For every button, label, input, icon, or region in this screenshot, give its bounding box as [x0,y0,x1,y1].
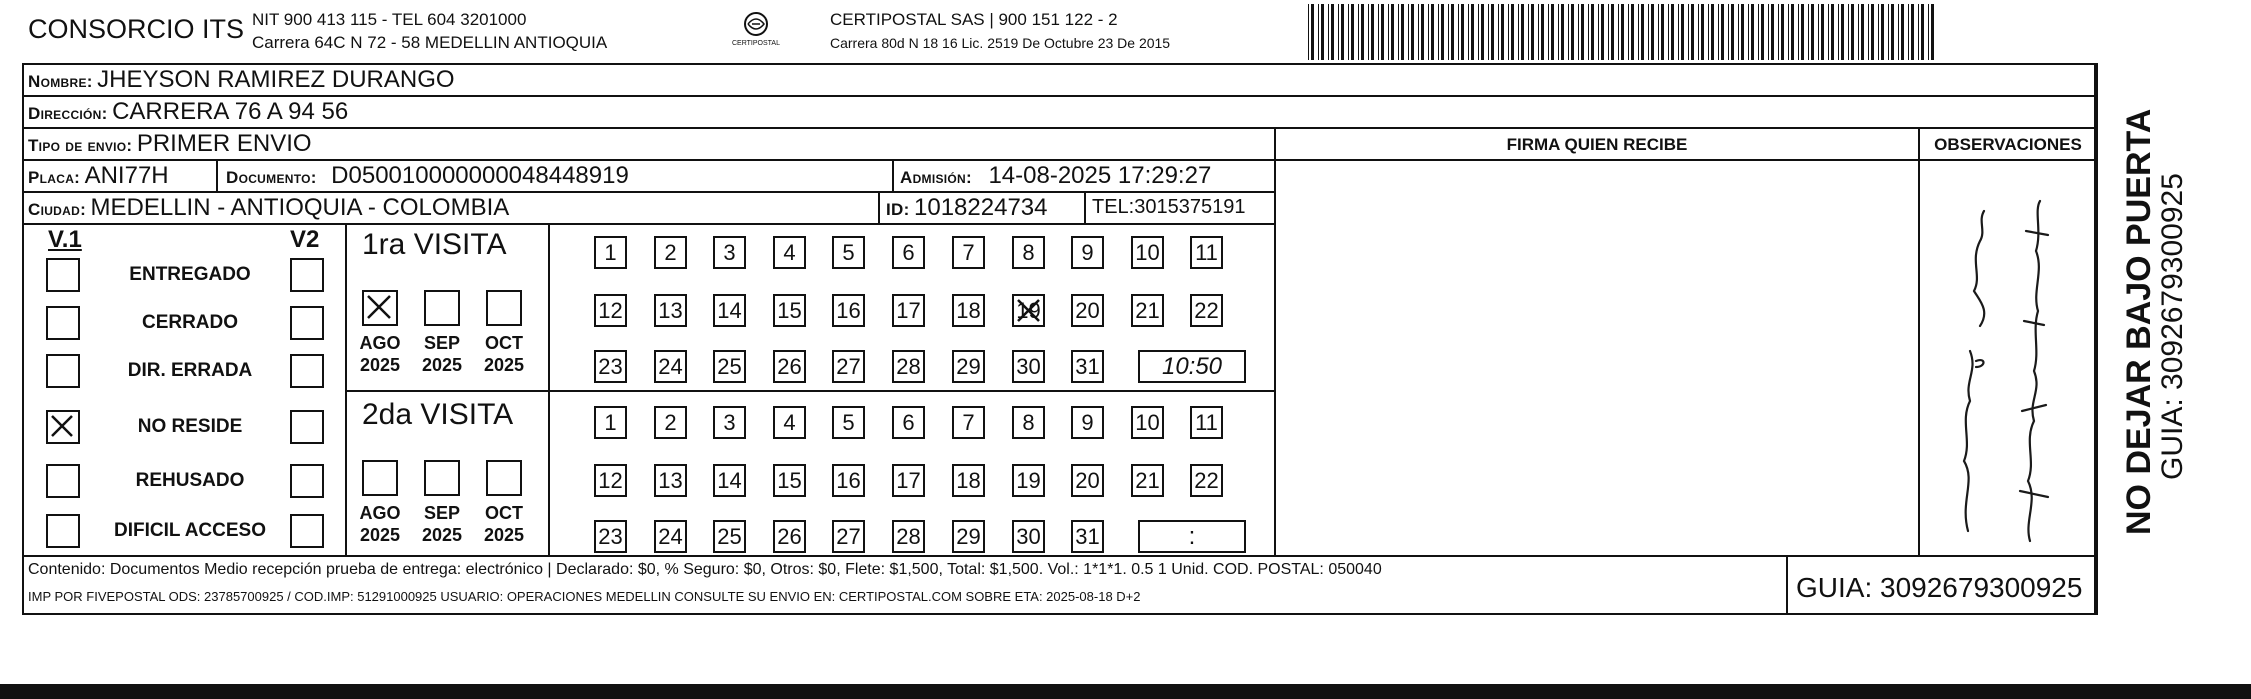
day-box[interactable]: 30 [1012,350,1045,383]
day-box[interactable]: 2 [654,406,687,439]
day-box[interactable]: 12 [594,294,627,327]
day-box[interactable]: 23 [594,350,627,383]
time-box[interactable]: : [1138,520,1246,553]
status-label: REHUSADO [135,470,245,491]
day-box[interactable]: 18 [952,294,985,327]
month-checkbox[interactable] [486,460,522,496]
month-year: 2025 [483,355,525,375]
day-box[interactable]: 21 [1131,464,1164,497]
day-box[interactable]: 25 [713,350,746,383]
day-box[interactable]: 10 [1131,236,1164,269]
day-box[interactable]: 7 [952,406,985,439]
day-box[interactable]: 26 [773,520,806,553]
id-value: 1018224734 [914,194,1048,221]
month-label [348,502,412,546]
carrier-address: Carrera 80d N 18 16 Lic. 2519 De Octubre 23 De 2015 [830,35,1171,51]
day-box[interactable]: 14 [713,464,746,497]
v1-label: V.1 [48,226,82,253]
month-year: 2025 [483,525,525,545]
document-label: Documento: [226,168,317,187]
carrier-logo-text: CERTIPOSTAL [732,40,780,47]
plate-value: ANI77H [84,162,169,189]
company-name: CONSORCIO ITS [28,14,245,44]
barcode-image [1308,4,1944,60]
day-box[interactable]: 15 [773,294,806,327]
day-box[interactable]: 1 [594,406,627,439]
name-label: Nombre: [28,72,93,91]
type-value: PRIMER ENVIO [136,130,312,157]
day-box[interactable]: 31 [1071,350,1104,383]
check-x-icon [48,412,78,442]
v2-checkbox[interactable] [290,306,324,340]
month-year: 2025 [359,355,401,375]
visit2-title: 2da VISITA [362,398,514,431]
month-checkbox[interactable] [486,290,522,326]
day-box[interactable]: 19 [1012,294,1045,327]
admission-label: Admisión: [900,168,972,187]
day-box[interactable]: 13 [654,294,687,327]
company-address: Carrera 64C N 72 - 58 MEDELLIN ANTIOQUIA [252,33,608,52]
month-year: 2025 [359,525,401,545]
signature-title: FIRMA QUIEN RECIBE [1506,135,1688,154]
status-label: ENTREGADO [129,264,251,285]
status-label: CERRADO [141,312,239,333]
status-label: DIFICIL ACCESO [113,520,266,541]
plate-field [28,162,169,190]
id-label: ID: [886,200,910,219]
footer-guide: GUIA: 3092679300925 [1796,572,2083,603]
day-box[interactable]: 25 [713,520,746,553]
v1-checkbox[interactable] [46,306,80,340]
day-box[interactable]: 8 [1012,236,1045,269]
bottom-edge [0,684,2251,699]
day-box[interactable]: 10 [1131,406,1164,439]
day-box[interactable]: 20 [1071,464,1104,497]
name-row [28,66,455,94]
visit1-title: 1ra VISITA [362,228,507,261]
tel-value: 3015375191 [1134,196,1246,218]
month-checkbox[interactable] [424,290,460,326]
day-box[interactable]: 27 [832,350,865,383]
day-box[interactable]: 6 [892,406,925,439]
v1-checkbox[interactable] [46,354,80,388]
day-box[interactable]: 12 [594,464,627,497]
day-box[interactable]: 5 [832,236,865,269]
time-box[interactable]: 10:50 [1138,350,1246,383]
handwriting-icon [1920,161,2096,553]
plate-label: Placa: [28,168,81,187]
month-checkbox[interactable] [362,290,398,326]
check-x-icon [1014,296,1045,327]
day-box[interactable]: 13 [654,464,687,497]
v1-checkbox[interactable] [46,464,80,498]
city-value: MEDELLIN - ANTIOQUIA - COLOMBIA [90,194,510,221]
side-guide-text: GUIA: 3092679300925 [2156,173,2189,480]
month-year: 2025 [421,525,463,545]
day-box[interactable]: 11 [1190,406,1223,439]
day-box[interactable]: 21 [1131,294,1164,327]
month-name: AGO [359,333,401,353]
document-value: D050010000000048448919 [331,162,629,189]
status-label: DIR. ERRADA [127,360,253,381]
month-label [472,332,536,376]
day-box[interactable]: 15 [773,464,806,497]
v2-checkbox[interactable] [290,354,324,388]
day-box[interactable]: 26 [773,350,806,383]
day-box[interactable]: 23 [594,520,627,553]
admission-field [900,162,1211,190]
day-box[interactable]: 7 [952,236,985,269]
v2-checkbox[interactable] [290,514,324,548]
contents-text: Contenido: Documentos Medio recepción prueba de entrega: electrónico | Declarado: $0, % Seguro: $0, Otros: $0, Flete: $1,500, Total: $1,500. Vol.: 1*1*1. 0.5 1 Unid. COD. POSTAL: 050040 [28,561,1382,578]
tel-field [1092,196,1245,219]
month-label [410,332,474,376]
day-box[interactable]: 24 [654,350,687,383]
day-box[interactable]: 24 [654,520,687,553]
day-box[interactable]: 3 [713,406,746,439]
address-row [28,98,348,126]
city-label: Ciudad: [28,200,87,219]
month-name: SEP [423,333,461,353]
v2-checkbox[interactable] [290,464,324,498]
month-year: 2025 [421,355,463,375]
month-name: AGO [359,503,401,523]
address-label: Dirección: [28,104,108,123]
month-label [410,502,474,546]
day-box[interactable]: 3 [713,236,746,269]
name-value: JHEYSON RAMIREZ DURANGO [97,66,455,93]
day-box[interactable]: 22 [1190,464,1223,497]
type-row [28,130,312,158]
day-box[interactable]: 11 [1190,236,1223,269]
day-box[interactable]: 28 [892,520,925,553]
day-box[interactable]: 22 [1190,294,1223,327]
day-box[interactable]: 5 [832,406,865,439]
check-x-icon [364,292,396,324]
company-nit: NIT 900 413 115 - TEL 604 3201000 [252,10,527,29]
observations-title: OBSERVACIONES [1934,135,2082,154]
day-box[interactable]: 18 [952,464,985,497]
day-box[interactable]: 14 [713,294,746,327]
city-field [28,194,509,222]
tel-label: TEL: [1092,196,1135,218]
day-box[interactable]: 28 [892,350,925,383]
v1-checkbox[interactable] [46,258,80,292]
day-box[interactable]: 31 [1071,520,1104,553]
day-box[interactable]: 9 [1071,236,1104,269]
month-checkbox[interactable] [424,460,460,496]
month-label [348,332,412,376]
side-warning-text: NO DEJAR BAJO PUERTA [2120,108,2158,535]
v1-checkbox[interactable] [46,410,80,444]
month-checkbox[interactable] [362,460,398,496]
type-label: Tipo de envio: [28,136,133,155]
print-info-text: IMP POR FIVEPOSTAL ODS: 23785700925 / COD.IMP: 51291000925 USUARIO: OPERACIONES MEDELLIN CONSULTE SU ENVIO EN: CERTIPOSTAL.COM SOBRE ETA: 2025-08-18 D+2 [28,589,1141,604]
day-box[interactable]: 20 [1071,294,1104,327]
day-box[interactable]: 4 [773,406,806,439]
day-box[interactable]: 29 [952,520,985,553]
status-label: NO RESIDE [137,416,243,437]
v2-checkbox[interactable] [290,258,324,292]
v1-checkbox[interactable] [46,514,80,548]
day-box[interactable]: 17 [892,294,925,327]
carrier-name: CERTIPOSTAL SAS | 900 151 122 - 2 [830,10,1118,29]
observations-area[interactable] [1920,161,2096,553]
day-box[interactable]: 2 [654,236,687,269]
month-name: OCT [485,333,523,353]
day-box[interactable]: 9 [1071,406,1104,439]
day-box[interactable]: 27 [832,520,865,553]
day-box[interactable]: 30 [1012,520,1045,553]
day-box[interactable]: 19 [1012,464,1045,497]
v2-checkbox[interactable] [290,410,324,444]
day-box[interactable]: 8 [1012,406,1045,439]
address-value: CARRERA 76 A 94 56 [112,98,349,125]
signature-area[interactable] [1276,161,1918,553]
v2-label: V2 [290,226,320,253]
day-box[interactable]: 17 [892,464,925,497]
day-box[interactable]: 4 [773,236,806,269]
day-box[interactable]: 16 [832,464,865,497]
month-label [472,502,536,546]
day-box[interactable]: 6 [892,236,925,269]
admission-value: 14-08-2025 17:29:27 [988,162,1212,189]
carrier-logo [726,10,786,52]
month-name: OCT [485,503,523,523]
document-field [226,162,629,190]
day-box[interactable]: 1 [594,236,627,269]
month-name: SEP [423,503,461,523]
id-field [886,194,1048,222]
day-box[interactable]: 16 [832,294,865,327]
day-box[interactable]: 29 [952,350,985,383]
